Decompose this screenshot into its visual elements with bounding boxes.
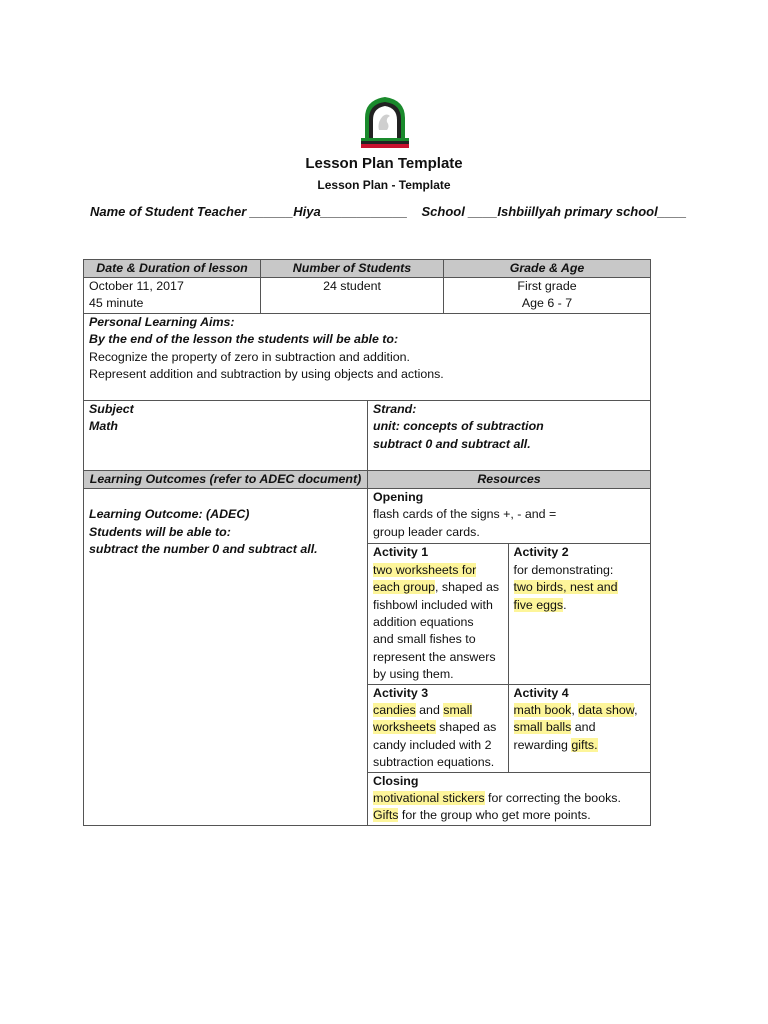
aim-item: Represent addition and subtraction by using objects and actions. — [89, 367, 444, 382]
students-count: 24 student — [261, 278, 444, 314]
resource-text: , — [571, 702, 579, 717]
opening-label: Opening — [373, 489, 424, 504]
aims-heading: Personal Learning Aims: — [89, 314, 235, 329]
closing-cell — [368, 772, 650, 825]
highlighted-resource: gifts. — [571, 737, 598, 752]
learning-aims-cell — [84, 313, 651, 400]
learning-outcome-cell — [84, 488, 368, 825]
opening-resource: flash cards of the signs +, - and = — [373, 507, 557, 522]
lesson-plan-table — [83, 259, 651, 826]
school-crest-logo — [359, 94, 411, 150]
opening-cell — [368, 489, 650, 544]
activity-4-cell — [508, 684, 650, 772]
activity-2-cell: Activity 2 for demonstrating: two birds, nest and five eggs. — [508, 544, 650, 684]
resource-text: and — [415, 702, 444, 717]
teacher-school-line — [90, 204, 687, 219]
activity-2-label: Activity 2 — [513, 545, 569, 560]
resource-text: , — [634, 702, 638, 717]
grade-age-cell — [444, 278, 651, 314]
teacher-name-field: Name of Student Teacher ______Hiya____________ — [90, 204, 408, 219]
resource-text: for the group who get more points. — [398, 808, 591, 823]
highlighted-resource: candies — [373, 702, 416, 717]
highlighted-resource: five eggs — [513, 597, 564, 612]
resource-text: and — [571, 720, 596, 735]
number-students-header: Number of Students — [261, 260, 444, 278]
school-field: School ____Ishbiillyah primary school____ — [421, 204, 687, 219]
activity-3-label: Activity 3 — [373, 685, 429, 700]
subject-label: Subject — [89, 401, 134, 416]
subject-value: Math — [89, 419, 118, 434]
strand-topic: subtract 0 and subtract all. — [373, 436, 531, 451]
activity-4-label: Activity 4 — [513, 685, 569, 700]
page-title: Lesson Plan Template — [305, 155, 463, 172]
lesson-date: October 11, 2017 — [89, 279, 184, 293]
highlighted-resource: worksheets — [373, 720, 436, 735]
aim-item: Recognize the property of zero in subtraction and addition. — [89, 349, 410, 364]
strand-label: Strand: — [373, 401, 417, 416]
resource-text: shaped as — [435, 720, 497, 735]
highlighted-resource: two worksheets for — [373, 562, 477, 577]
date-duration-cell — [84, 278, 261, 314]
resource-text: , shaped as — [435, 580, 500, 595]
page-subtitle: Lesson Plan - Template — [317, 178, 451, 192]
resources-header: Resources — [368, 470, 651, 488]
date-duration-header: Date & Duration of lesson — [84, 260, 261, 278]
resource-text: represent the answers — [373, 649, 496, 664]
opening-resource: group leader cards. — [373, 524, 480, 539]
resource-text: for demonstrating: — [513, 562, 614, 577]
highlighted-resource: small — [443, 702, 473, 717]
highlighted-resource: small balls — [513, 720, 572, 735]
learning-outcomes-header: Learning Outcomes (refer to ADEC document) — [84, 470, 368, 488]
grade-value: First grade — [517, 279, 577, 293]
resource-text: by using them. — [373, 667, 454, 682]
subject-cell — [84, 400, 368, 470]
resource-text: fishbowl included with — [373, 597, 493, 612]
resource-text: candy included with 2 — [373, 737, 492, 752]
highlighted-resource: data show — [578, 702, 635, 717]
activity-1-cell — [368, 544, 508, 684]
highlighted-resource: each group — [373, 580, 436, 595]
highlighted-resource: motivational stickers — [373, 791, 485, 805]
highlighted-resource: two birds, nest and — [513, 580, 618, 595]
resource-text: for correcting the books. — [484, 791, 621, 805]
aims-intro: By the end of the lesson the students will be able to: — [89, 332, 399, 347]
outcome-text: subtract the number 0 and subtract all. — [89, 542, 318, 557]
resource-text: addition equations — [373, 614, 474, 629]
resource-text: subtraction equations. — [373, 755, 495, 770]
activity-3-cell — [368, 684, 508, 772]
age-value: Age 6 - 7 — [521, 296, 573, 311]
resources-table — [368, 489, 650, 825]
closing-label: Closing — [373, 773, 419, 788]
strand-cell — [368, 400, 651, 470]
lesson-duration: 45 minute — [89, 296, 144, 311]
grade-age-header: Grade & Age — [444, 260, 651, 278]
outcome-intro: Students will be able to: — [89, 524, 231, 539]
outcome-heading: Learning Outcome: (ADEC) — [89, 507, 250, 522]
resources-cell — [368, 488, 651, 825]
resource-text: rewarding — [513, 737, 572, 752]
highlighted-resource: math book — [513, 702, 572, 717]
strand-unit: unit: concepts of subtraction — [373, 419, 544, 434]
highlighted-resource: Gifts — [373, 808, 399, 823]
activity-1-label: Activity 1 — [373, 545, 429, 560]
resource-text: and small fishes to — [373, 632, 476, 647]
